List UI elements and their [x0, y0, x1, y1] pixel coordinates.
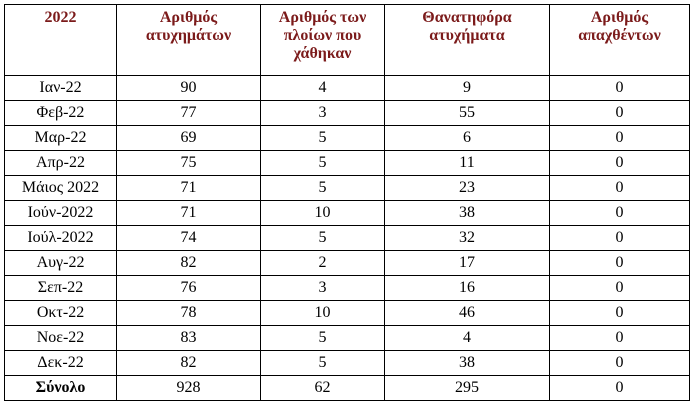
- accidents-cell: 77: [117, 101, 261, 126]
- table-body: [5, 76, 690, 401]
- header-accidents: Αριθμός ατυχημάτων: [117, 5, 261, 76]
- table-row: [5, 226, 690, 251]
- total-fatal: 295: [385, 376, 550, 401]
- header-ships-lost: Αριθμός των πλοίων που χάθηκαν: [261, 5, 385, 76]
- abducted-cell: 0: [550, 201, 690, 226]
- total-accidents: 928: [117, 376, 261, 401]
- header-fatal-accidents: Θανατηφόρα ατυχήματα: [385, 5, 550, 76]
- table-row: [5, 276, 690, 301]
- ships-lost-cell: 3: [261, 276, 385, 301]
- table-row: [5, 151, 690, 176]
- table-row: [5, 301, 690, 326]
- month-cell: Μάιος 2022: [5, 176, 117, 201]
- fatal-cell: 55: [385, 101, 550, 126]
- table-row: [5, 351, 690, 376]
- table-row: [5, 76, 690, 101]
- table-row: [5, 101, 690, 126]
- fatal-cell: 32: [385, 226, 550, 251]
- abducted-cell: 0: [550, 351, 690, 376]
- month-cell: Ιούν-2022: [5, 201, 117, 226]
- accidents-table: [4, 4, 690, 401]
- month-cell: Δεκ-22: [5, 351, 117, 376]
- abducted-cell: 0: [550, 226, 690, 251]
- total-abducted: 0: [550, 376, 690, 401]
- abducted-cell: 0: [550, 276, 690, 301]
- header-row: [5, 5, 690, 76]
- accidents-cell: 83: [117, 326, 261, 351]
- abducted-cell: 0: [550, 151, 690, 176]
- fatal-cell: 4: [385, 326, 550, 351]
- ships-lost-cell: 5: [261, 351, 385, 376]
- table-row: [5, 176, 690, 201]
- accidents-cell: 71: [117, 201, 261, 226]
- table-row: [5, 126, 690, 151]
- total-row: [5, 376, 690, 401]
- accidents-cell: 74: [117, 226, 261, 251]
- fatal-cell: 9: [385, 76, 550, 101]
- table-row: [5, 326, 690, 351]
- total-ships-lost: 62: [261, 376, 385, 401]
- accidents-cell: 82: [117, 251, 261, 276]
- abducted-cell: 0: [550, 76, 690, 101]
- accidents-cell: 76: [117, 276, 261, 301]
- fatal-cell: 6: [385, 126, 550, 151]
- total-label: Σύνολο: [5, 376, 117, 401]
- fatal-cell: 46: [385, 301, 550, 326]
- abducted-cell: 0: [550, 176, 690, 201]
- ships-lost-cell: 3: [261, 101, 385, 126]
- abducted-cell: 0: [550, 251, 690, 276]
- fatal-cell: 23: [385, 176, 550, 201]
- month-cell: Σεπ-22: [5, 276, 117, 301]
- accidents-cell: 82: [117, 351, 261, 376]
- month-cell: Μαρ-22: [5, 126, 117, 151]
- accidents-cell: 69: [117, 126, 261, 151]
- accidents-cell: 78: [117, 301, 261, 326]
- month-cell: Απρ-22: [5, 151, 117, 176]
- month-cell: Αυγ-22: [5, 251, 117, 276]
- month-cell: Ιαν-22: [5, 76, 117, 101]
- abducted-cell: 0: [550, 101, 690, 126]
- fatal-cell: 38: [385, 351, 550, 376]
- fatal-cell: 17: [385, 251, 550, 276]
- fatal-cell: 16: [385, 276, 550, 301]
- ships-lost-cell: 5: [261, 176, 385, 201]
- abducted-cell: 0: [550, 326, 690, 351]
- month-cell: Φεβ-22: [5, 101, 117, 126]
- table-row: [5, 251, 690, 276]
- abducted-cell: 0: [550, 126, 690, 151]
- month-cell: Οκτ-22: [5, 301, 117, 326]
- fatal-cell: 38: [385, 201, 550, 226]
- accidents-cell: 90: [117, 76, 261, 101]
- ships-lost-cell: 10: [261, 201, 385, 226]
- ships-lost-cell: 2: [261, 251, 385, 276]
- month-cell: Νοε-22: [5, 326, 117, 351]
- abducted-cell: 0: [550, 301, 690, 326]
- ships-lost-cell: 4: [261, 76, 385, 101]
- accidents-cell: 71: [117, 176, 261, 201]
- table-row: [5, 201, 690, 226]
- month-cell: Ιούλ-2022: [5, 226, 117, 251]
- ships-lost-cell: 10: [261, 301, 385, 326]
- ships-lost-cell: 5: [261, 151, 385, 176]
- ships-lost-cell: 5: [261, 126, 385, 151]
- ships-lost-cell: 5: [261, 326, 385, 351]
- header-abducted: Αριθμός απαχθέντων: [550, 5, 690, 76]
- ships-lost-cell: 5: [261, 226, 385, 251]
- accidents-cell: 75: [117, 151, 261, 176]
- fatal-cell: 11: [385, 151, 550, 176]
- header-year: 2022: [5, 5, 117, 76]
